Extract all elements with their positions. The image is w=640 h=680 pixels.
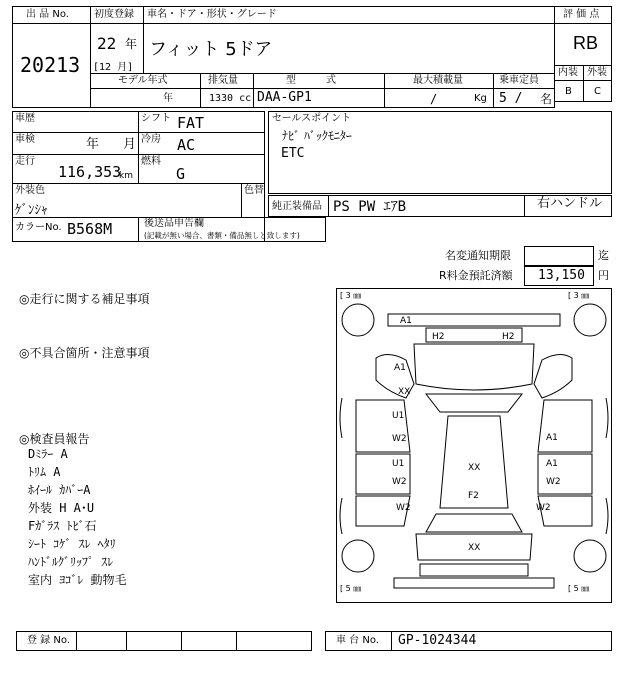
mileage-unit: km: [119, 171, 133, 181]
first-reg-label: 初度登録: [94, 9, 134, 20]
code-roof-xx: XX: [468, 463, 481, 473]
max-load-unit: Kg: [474, 93, 487, 104]
inspector-line: ﾎｲｰﾙ ｶﾊﾞｰA: [28, 483, 91, 497]
ext-color: ｹﾞﾝｼｬ: [15, 203, 48, 218]
steering: 右ハンドル: [537, 196, 603, 211]
fuel: G: [176, 165, 186, 183]
type-label: 型 式: [286, 75, 336, 86]
reg-no-label: 登 録 No.: [27, 635, 70, 646]
fuel-label: 燃料: [141, 156, 161, 167]
shift: FAT: [177, 114, 205, 132]
color-no: B568M: [67, 220, 113, 238]
deadline-box: [524, 246, 594, 266]
inspector-line: ｼｰﾄ ｺｹﾞ ｽﾚ ﾍﾀﾘ: [28, 537, 116, 551]
capacity-label: 乗車定員: [499, 75, 539, 86]
chassis-label: 車 台 No.: [336, 635, 379, 646]
code-h2-right: H2: [502, 332, 515, 342]
color-no-label: カラーNo.: [15, 222, 62, 233]
eval-score: RB: [573, 33, 599, 53]
max-load-label: 最大積載量: [413, 75, 463, 86]
code-hood-xx: XX: [398, 387, 411, 397]
inspector-line: 室内 ﾖｺﾞﾚ 動物毛: [28, 573, 127, 587]
exterior-label: 外装: [587, 67, 607, 78]
corner-label-tl: [ 3 ㎜: [340, 291, 362, 300]
chassis-no: GP-1024344: [398, 633, 477, 648]
genuine-label: 純正装備品: [272, 201, 322, 212]
shift-label: シフト: [141, 113, 171, 124]
mileage: 116,353: [58, 163, 122, 181]
ac: AC: [177, 136, 196, 154]
capacity: 5 /: [499, 91, 523, 106]
color-change-label: 色替: [244, 185, 264, 196]
code-h2-left: H2: [432, 332, 445, 342]
inspection-month: 月: [123, 137, 137, 152]
code-right-a1b: A1: [546, 459, 558, 469]
max-load: /: [430, 92, 438, 106]
code-trunk-xx: XX: [468, 543, 481, 553]
lot-no: 20213: [20, 53, 81, 77]
code-right-w2c: W2: [536, 503, 551, 513]
code-left-w2c: W2: [396, 503, 411, 513]
exterior-grade: C: [594, 86, 601, 97]
inspector-line: 外装 H A･U: [28, 501, 95, 515]
first-reg-year-unit: 年: [125, 37, 138, 51]
code-left-u1a: U1: [392, 411, 405, 421]
recycle-value: 13,150: [538, 268, 585, 283]
inspector-line: ﾄﾘﾑ A: [28, 465, 61, 479]
inspection-year: 年: [86, 137, 100, 152]
displacement: 1330 cc: [209, 93, 252, 104]
code-left-w2b: W2: [392, 477, 407, 487]
damage-diagram: [336, 288, 612, 603]
inspector-line: ﾊﾝﾄﾞﾙｸﾞﾘｯﾌﾟ ｽﾚ: [28, 555, 114, 569]
ac-label: 冷房: [141, 134, 161, 145]
inspector-report-label: ◎検査員報告: [19, 432, 90, 446]
car-name: フィット 5ドア: [149, 39, 273, 60]
corner-label-bl: [ 5 ㎜: [340, 584, 362, 593]
displacement-label: 排気量: [208, 75, 238, 86]
corner-label-br: [ 5 ㎜: [568, 584, 590, 593]
mileage-label: 走行: [15, 156, 35, 167]
recycle-unit: 円: [598, 269, 609, 282]
inspection-label: 車検: [15, 134, 35, 145]
genuine-equipment: PS PW ｴｱB: [333, 199, 407, 215]
interior-grade: B: [565, 86, 572, 97]
inspector-line: Fｶﾞﾗｽ ﾄﾋﾞ石: [28, 519, 97, 533]
driving-notes-label: ◎走行に関する補足事項: [19, 292, 150, 306]
capacity-unit: 名: [540, 92, 553, 106]
lot-no-label: 出 品 No.: [26, 9, 69, 20]
code-right-a1a: A1: [546, 433, 558, 443]
ext-color-label: 外装色: [15, 185, 45, 196]
car-name-label: 車名・ドア・形状・グレード: [147, 9, 277, 20]
post-label: 後送品申告欄: [144, 218, 204, 229]
code-hood-a1: A1: [394, 363, 406, 373]
eval-label: 評 価 点: [563, 9, 600, 20]
first-reg-month: [12 月]: [93, 62, 134, 73]
code-right-w2b: W2: [546, 477, 561, 487]
code-left-u1b: U1: [392, 459, 405, 469]
sales-point-2: ETC: [281, 146, 305, 161]
deadline-unit: 迄: [598, 249, 609, 262]
sales-point-1: ﾅﾋﾞ ﾊﾞｯｸﾓﾆﾀｰ: [282, 129, 352, 143]
recycle-label: R料金預託済額: [439, 269, 513, 282]
history-label: 車歴: [15, 113, 35, 124]
deadline-label: 名変通知期限: [445, 249, 511, 262]
code-roof-f2: F2: [468, 491, 479, 501]
code-front-bumper: A1: [400, 316, 412, 326]
inspector-line: Dﾐﾗｰ A: [28, 447, 68, 461]
vehicle-type: DAA-GP1: [257, 90, 312, 105]
corner-label-tr: [ 3 ㎜: [568, 291, 590, 300]
sales-point-label: セールスポイント: [272, 113, 352, 124]
code-left-w2a: W2: [392, 434, 407, 444]
first-reg-year: 22: [97, 34, 117, 53]
interior-label: 内装: [558, 67, 578, 78]
model-year-label: モデル年式: [118, 75, 168, 86]
model-year-unit: 年: [163, 93, 173, 104]
post-note: (記載が無い場合、書類・備品無しと致します): [144, 231, 300, 240]
defects-notes-label: ◎不具合箇所・注意事項: [19, 346, 150, 360]
